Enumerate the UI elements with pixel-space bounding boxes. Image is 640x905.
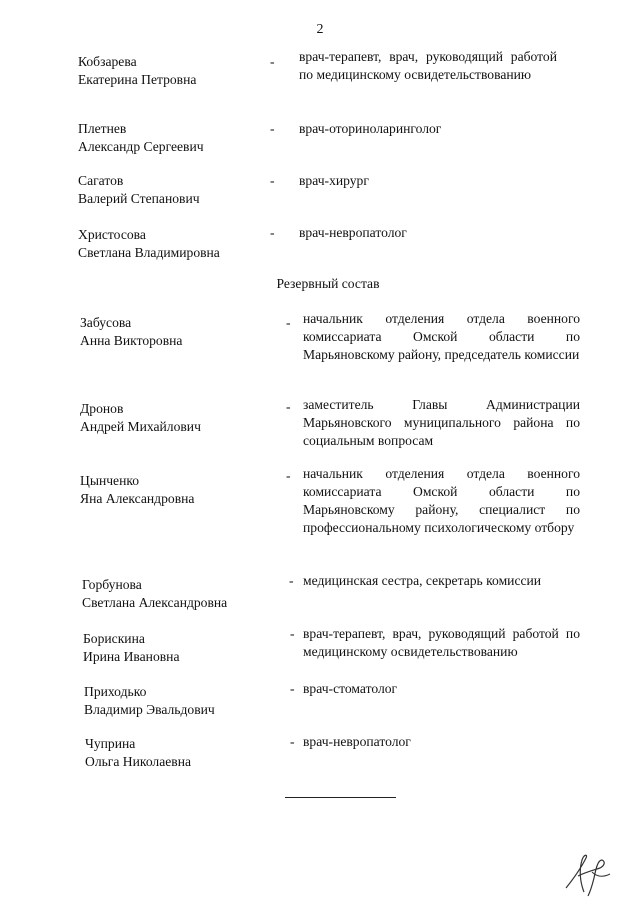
member-role: врач-невропатолог (303, 734, 411, 749)
member-role: врач-хирург (299, 173, 369, 188)
member-surname: Кобзарева (78, 54, 137, 69)
member-name (80, 400, 201, 436)
page-number: 2 (316, 22, 324, 37)
dash-separator: - (286, 315, 291, 330)
member-given-names: Светлана Владимировна (78, 245, 220, 260)
member-given-names: Ирина Ивановна (83, 649, 180, 664)
member-role: врач-стоматолог (303, 681, 398, 696)
member-surname: Сагатов (78, 173, 124, 188)
dash-separator: - (290, 681, 295, 696)
dash-separator: - (270, 173, 275, 188)
member-name (84, 683, 215, 719)
member-surname: Забусова (80, 315, 132, 330)
dash-separator: - (289, 573, 294, 588)
member-role: начальник отделения отдела военного комиссариата Омской области по Марьяновскому району, специалист по профессиональному психологическому отбору (303, 466, 580, 535)
signature-mark (560, 848, 616, 898)
member-role: врач-невропатолог (299, 225, 407, 240)
reserve-section-title: Резервный состав (276, 276, 380, 291)
member-role: врач-терапевт, врач, руководящий работой по медицинскому освидетельствованию (299, 49, 557, 82)
member-surname: Чуприна (85, 736, 136, 751)
dash-separator: - (290, 626, 295, 641)
member-surname: Приходько (84, 684, 147, 699)
member-role: заместитель Главы Администрации Марьяновского муниципального района по социальным вопросам (303, 397, 580, 448)
member-name (78, 226, 220, 262)
dash-separator: - (270, 225, 275, 240)
member-name (78, 120, 204, 156)
member-surname: Борискина (83, 631, 145, 646)
dash-separator: - (290, 734, 295, 749)
member-name (80, 314, 182, 350)
member-role: врач-терапевт, врач, руководящий работой по медицинскому освидетельствованию (303, 626, 580, 659)
dash-separator: - (270, 121, 275, 136)
member-role: начальник отделения отдела военного комиссариата Омской области по Марьяновскому району, председатель комиссии (303, 311, 580, 362)
member-given-names: Светлана Александровна (82, 595, 228, 610)
dash-separator: - (286, 399, 291, 414)
member-role: врач-оториноларинголог (299, 121, 442, 136)
member-given-names: Анна Викторовна (80, 333, 183, 348)
member-name (80, 472, 194, 508)
member-surname: Христосова (78, 227, 146, 242)
member-given-names: Андрей Михайлович (80, 419, 201, 434)
member-given-names: Владимир Эвальдович (84, 702, 215, 717)
member-surname: Плетнев (78, 121, 127, 136)
member-given-names: Валерий Степанович (78, 191, 200, 206)
dash-separator: - (286, 468, 291, 483)
member-surname: Дронов (80, 401, 124, 416)
member-surname: Горбунова (82, 577, 142, 592)
member-role: медицинская сестра, секретарь комиссии (303, 573, 542, 588)
closing-rule (285, 797, 396, 798)
dash-separator: - (270, 54, 275, 69)
member-name (82, 576, 227, 612)
member-given-names: Александр Сергеевич (78, 139, 204, 154)
member-surname: Цынченко (80, 473, 140, 488)
member-name (78, 172, 200, 208)
member-name (85, 735, 191, 771)
member-given-names: Ольга Николаевна (85, 754, 192, 769)
member-name (78, 53, 196, 89)
member-name (83, 630, 179, 666)
member-given-names: Екатерина Петровна (78, 72, 197, 87)
member-given-names: Яна Александровна (80, 491, 195, 506)
